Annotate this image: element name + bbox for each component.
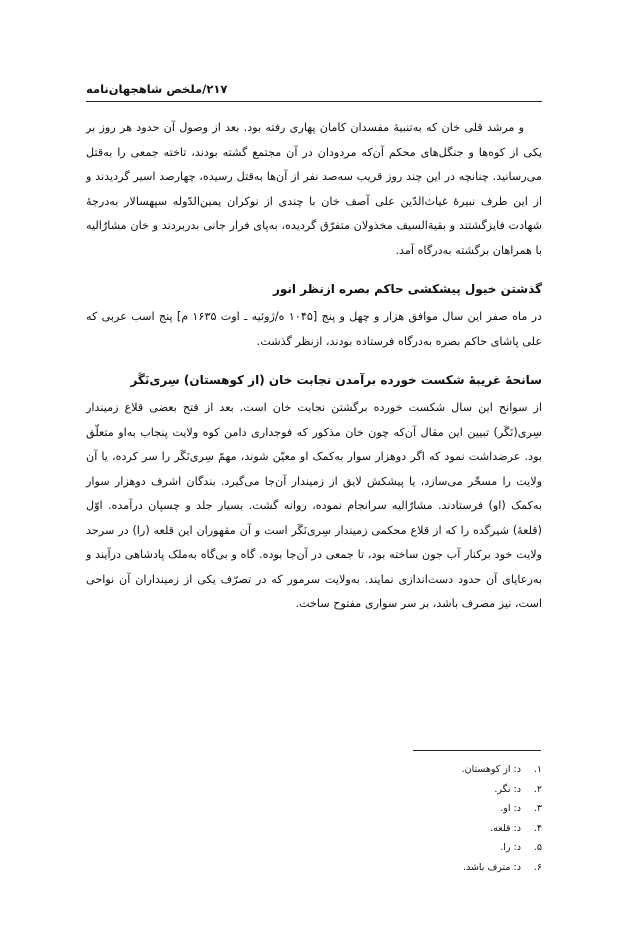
footnote-text: د: نگر. [494, 783, 521, 795]
section-heading-2: سانحهٔ غریبهٔ شکست خورده برآمدن نجابت خان (از کوهستان) سِری‌نَگَر [130, 373, 542, 387]
body-text [86, 116, 542, 617]
footnote-text: د: از کوهستان. [461, 764, 521, 775]
paragraph-3: از سوانح این سال شکست خورده برگشتن نجابت خان است. بعد از فتح بعضی قلاع زمیندار سِری(نَگَر) تبیین این مقال آن‌که چون خان مذکور که فوجداری دامن کوه ولایت پنجاب به‌او متعلّق بود. عرضداشت نمود که اگر دوهزار سوار به‌کمک او معیّن شوند، مهمّ سِری‌نَگَر را سر کرده، یا آن ولایت را مسخّر می‌سازد، یا پیشکش لایق از زمیندار آن‌جا می‌گیرد. بندگان اشرف دوهزار سوار به‌کمک (او) فرستادند. مشارٌالیه سرانجام نموده، روانه گشت. بسیار جلد و چسپان درآمده. اوّل (قلعهٔ) شیرگده را که از قلاع محکمی زمیندار سِری‌نَگَر است و آن مقهوران این قلعه (را) در سرحد ولایت خود برکنار آب جون ساخته بود، تا جمعی در آن‌جا بوده. گاه و بی‌گاه به‌ملک پادشاهی درآیند و به‌رعایای آن حدود دست‌اندازی نمایند. به‌ولایت سرمور که در تصرّف یکی از زمینداران آن نواحی است، نیز مصرف باشد، بر سر سواری مفتوح ساخت. [86, 401, 542, 610]
footnote-text: د: او. [500, 803, 521, 814]
footnote-text: د: قلعه. [490, 822, 521, 834]
footnote-rule [413, 750, 541, 751]
footnote-number: ۱. [533, 764, 542, 775]
footnote-text: د: را. [500, 842, 521, 853]
footnote-number: ۳. [533, 803, 542, 814]
paragraph-2: در ماه صفر این سال موافق هزار و چهل و پنج [۱۰۴۵ ه/ژوئیه ـ اوت ۱۶۳۵ م] پنج اسب عربی که علی پاشای حاکم بصره به‌درگاه فرستاده بودند، ازنظر گذشت. [86, 310, 542, 348]
footnote-number: ۵. [533, 842, 542, 853]
footnote-item [242, 799, 542, 819]
header-rule [86, 101, 542, 102]
footnote-number: ۲. [533, 783, 542, 795]
footnote-item [242, 838, 542, 858]
footnote-item [242, 858, 542, 878]
running-title: ۲۱۷/ملخص شاهجهان‌نامه [86, 82, 228, 96]
running-header [86, 82, 542, 102]
section-heading-1: گذشتن خیول پیشکشی حاکم بصره ازنظر انور [272, 282, 542, 296]
footnote-item [242, 819, 542, 839]
footnote-number: ۶. [533, 861, 542, 873]
footnote-item [242, 780, 542, 800]
footnote-number: ۴. [533, 822, 542, 834]
footnote-text: د: مترف باشد. [462, 861, 521, 873]
footnotes [242, 760, 542, 877]
paragraph-1: و مرشد قلی خان که به‌تنبیهٔ مفسدان کامان پهاری رفته بود. بعد از وصول آن حدود هر روز بر یکی از کوه‌ها و جنگل‌های محکم آن‌که مردودان در آن مجتمع گشته بودند، تاخته جمعی را به‌قتل می‌رسانید. چنانچه در این چند روز قریب سه‌صد نفر از آن‌ها به‌قتل رسیده، چهارصد اسیر گردیدند و از این طرف نبیرهٔ غیاث‌الدّین علی آصف خان با چندی از نوکران یمین‌الدّوله سپهسالار به‌درجهٔ شهادت فایزگشتند و بقیةالسیف مخذولان متفرّق گردیده، به‌پای فرار جانی بدربردند و خان مشارٌالیه با همراهان برگشته به‌درگاه آمد. [86, 121, 542, 257]
footnote-item [242, 760, 542, 780]
